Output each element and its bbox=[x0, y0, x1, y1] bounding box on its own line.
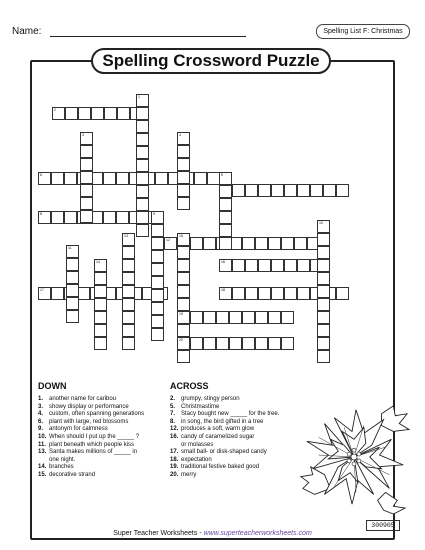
clue-number-label: 16 bbox=[221, 260, 225, 264]
crossword-cell[interactable] bbox=[116, 211, 129, 224]
crossword-cell[interactable] bbox=[122, 259, 135, 272]
down-clue-text: plant with large, red blossoms bbox=[49, 418, 129, 425]
crossword-cell[interactable] bbox=[245, 259, 258, 272]
crossword-cell[interactable] bbox=[297, 259, 310, 272]
crossword-cell[interactable] bbox=[229, 337, 242, 350]
crossword-cell[interactable] bbox=[177, 158, 190, 171]
crossword-cell[interactable] bbox=[177, 350, 190, 363]
crossword-cell[interactable] bbox=[116, 172, 129, 185]
down-clue-text: decorative strand bbox=[49, 471, 96, 478]
crossword-cell[interactable] bbox=[245, 287, 258, 300]
clue-number-label: 13 bbox=[124, 234, 128, 238]
across-clue bbox=[170, 457, 279, 465]
clue-number-label: 18 bbox=[221, 288, 225, 292]
crossword-cell[interactable] bbox=[245, 184, 258, 197]
crossword-cell[interactable] bbox=[216, 337, 229, 350]
crossword-cell[interactable] bbox=[203, 237, 216, 250]
crossword-cell[interactable] bbox=[232, 287, 245, 300]
clue-number-label: 1 bbox=[138, 95, 140, 99]
crossword-cell[interactable] bbox=[255, 237, 268, 250]
crossword-cell[interactable] bbox=[258, 287, 271, 300]
crossword-cell[interactable] bbox=[177, 197, 190, 210]
crossword-cell[interactable] bbox=[51, 287, 64, 300]
crossword-cell[interactable] bbox=[317, 285, 330, 298]
crossword-cell[interactable] bbox=[242, 337, 255, 350]
clue-number-label: 2 bbox=[54, 108, 56, 112]
crossword-cell[interactable] bbox=[177, 324, 190, 337]
across-clue bbox=[170, 442, 279, 450]
crossword-cell[interactable] bbox=[136, 159, 149, 172]
crossword-cell[interactable] bbox=[190, 237, 203, 250]
down-clue bbox=[38, 426, 144, 434]
clue-number-label: 9 bbox=[153, 212, 155, 216]
crossword-cell[interactable] bbox=[136, 107, 149, 120]
crossword-cell[interactable] bbox=[122, 272, 135, 285]
crossword-cell[interactable] bbox=[255, 311, 268, 324]
crossword-cell[interactable] bbox=[122, 311, 135, 324]
crossword-cell[interactable] bbox=[336, 184, 349, 197]
crossword-cell[interactable] bbox=[136, 211, 149, 224]
across-clue-number: 16. bbox=[170, 433, 179, 440]
crossword-cell[interactable] bbox=[232, 259, 245, 272]
down-clue bbox=[38, 434, 144, 442]
crossword-cell[interactable] bbox=[94, 298, 107, 311]
crossword-cell[interactable] bbox=[242, 311, 255, 324]
crossword-cell[interactable] bbox=[103, 172, 116, 185]
crossword-cell[interactable] bbox=[242, 237, 255, 250]
crossword-cell[interactable] bbox=[297, 287, 310, 300]
crossword-cell[interactable] bbox=[151, 302, 164, 315]
crossword-cell[interactable] bbox=[177, 233, 190, 246]
crossword-cell[interactable] bbox=[177, 298, 190, 311]
crossword-cell[interactable] bbox=[203, 337, 216, 350]
clue-number-label: 4 bbox=[179, 133, 181, 137]
down-clue-number: 9. bbox=[38, 426, 44, 433]
across-clue-text: produces a soft, warm glow bbox=[181, 426, 255, 433]
clue-number-label: 3 bbox=[82, 133, 84, 137]
crossword-cell[interactable] bbox=[136, 224, 149, 237]
across-clue-text: grumpy, stingy person bbox=[181, 396, 240, 402]
crossword-cell[interactable] bbox=[91, 107, 104, 120]
crossword-cell[interactable] bbox=[317, 272, 330, 285]
crossword-cell[interactable] bbox=[317, 220, 330, 233]
across-clue bbox=[170, 449, 279, 457]
crossword-cell[interactable] bbox=[51, 172, 64, 185]
crossword-cell[interactable] bbox=[177, 246, 190, 259]
across-clue-text: expectation bbox=[181, 456, 212, 463]
crossword-cell[interactable] bbox=[336, 287, 349, 300]
crossword-cell[interactable] bbox=[268, 337, 281, 350]
crossword-cell[interactable] bbox=[297, 184, 310, 197]
crossword-cell[interactable] bbox=[80, 145, 93, 158]
crossword-cell[interactable] bbox=[122, 233, 135, 246]
footer-separator: - bbox=[197, 530, 204, 537]
crossword-cell[interactable] bbox=[219, 237, 232, 250]
crossword-cell[interactable] bbox=[80, 184, 93, 197]
crossword-cell[interactable] bbox=[151, 289, 164, 302]
crossword-cell[interactable] bbox=[219, 224, 232, 237]
down-clue bbox=[38, 411, 144, 419]
across-clue-text: Stacy bought new _____ for the tree. bbox=[181, 411, 280, 418]
crossword-cell[interactable] bbox=[177, 259, 190, 272]
down-clue-list bbox=[38, 396, 144, 480]
crossword-cell[interactable] bbox=[164, 237, 177, 250]
down-clue bbox=[38, 472, 144, 480]
across-heading: ACROSS bbox=[170, 381, 209, 391]
crossword-cell[interactable] bbox=[294, 237, 307, 250]
crossword-cell[interactable] bbox=[255, 337, 268, 350]
crossword-cell[interactable] bbox=[155, 172, 168, 185]
crossword-cell[interactable] bbox=[151, 224, 164, 237]
crossword-cell[interactable] bbox=[317, 337, 330, 350]
crossword-cell[interactable] bbox=[284, 259, 297, 272]
page-title: Spelling Crossword Puzzle bbox=[91, 48, 331, 74]
poinsettia-illustration bbox=[295, 398, 413, 516]
across-clue-number: 5. bbox=[170, 403, 176, 410]
across-clue-list bbox=[170, 396, 279, 480]
clue-number-label: 11 bbox=[68, 246, 72, 250]
clue-number-label: 14 bbox=[96, 260, 100, 264]
across-clue-text: or molasses bbox=[181, 441, 214, 448]
crossword-cell[interactable] bbox=[177, 285, 190, 298]
crossword-cell[interactable] bbox=[103, 211, 116, 224]
crossword-cell[interactable] bbox=[64, 211, 77, 224]
crossword-cell[interactable] bbox=[94, 259, 107, 272]
crossword-cell[interactable] bbox=[219, 287, 232, 300]
crossword-cell[interactable] bbox=[136, 172, 149, 185]
crossword-cell[interactable] bbox=[151, 237, 164, 250]
crossword-cell[interactable] bbox=[317, 246, 330, 259]
across-clue-number: 19. bbox=[170, 464, 179, 471]
crossword-cell[interactable] bbox=[122, 246, 135, 259]
footer-brand: Super Teacher Worksheets bbox=[113, 530, 198, 537]
crossword-cell[interactable] bbox=[94, 285, 107, 298]
down-clue-text: Santa makes millions of _____ in bbox=[49, 449, 138, 456]
crossword-cell[interactable] bbox=[65, 107, 78, 120]
crossword-cell[interactable] bbox=[151, 263, 164, 276]
across-clue-number: 17. bbox=[170, 449, 179, 456]
crossword-cell[interactable] bbox=[271, 287, 284, 300]
crossword-cell[interactable] bbox=[190, 337, 203, 350]
down-clue-number: 10. bbox=[38, 433, 47, 440]
clue-number-label: 8 bbox=[40, 212, 42, 216]
crossword-cell[interactable] bbox=[122, 298, 135, 311]
clue-number-label: 6 bbox=[40, 173, 42, 177]
crossword-cell[interactable] bbox=[258, 259, 271, 272]
name-line[interactable] bbox=[50, 36, 246, 37]
crossword-cell[interactable] bbox=[94, 324, 107, 337]
crossword-cell[interactable] bbox=[232, 184, 245, 197]
crossword-cell[interactable] bbox=[136, 185, 149, 198]
crossword-cell[interactable] bbox=[64, 172, 77, 185]
crossword-cell[interactable] bbox=[190, 311, 203, 324]
down-clue-text: another name for caribou bbox=[49, 396, 117, 402]
clue-number-label: 20 bbox=[179, 338, 183, 342]
across-clue bbox=[170, 434, 279, 442]
crossword-cell[interactable] bbox=[66, 258, 79, 271]
crossword-cell[interactable] bbox=[177, 272, 190, 285]
crossword-cell[interactable] bbox=[310, 184, 323, 197]
crossword-cell[interactable] bbox=[136, 133, 149, 146]
down-clue-number: 6. bbox=[38, 418, 44, 425]
clue-number-label: 19 bbox=[179, 312, 183, 316]
crossword-cell[interactable] bbox=[203, 311, 216, 324]
crossword-cell[interactable] bbox=[122, 337, 135, 350]
down-clue bbox=[38, 449, 144, 457]
crossword-cell[interactable] bbox=[136, 120, 149, 133]
across-clue bbox=[170, 396, 279, 404]
across-clue bbox=[170, 404, 279, 412]
crossword-cell[interactable] bbox=[122, 324, 135, 337]
down-clue bbox=[38, 396, 144, 404]
crossword-cell[interactable] bbox=[177, 132, 190, 145]
crossword-cell[interactable] bbox=[268, 311, 281, 324]
crossword-cell[interactable] bbox=[219, 259, 232, 272]
crossword-cell[interactable] bbox=[136, 198, 149, 211]
clue-number-label: 12 bbox=[166, 238, 170, 242]
crossword-cell[interactable] bbox=[219, 185, 232, 198]
crossword-cell[interactable] bbox=[177, 337, 190, 350]
crossword-cell[interactable] bbox=[177, 145, 190, 158]
crossword-cell[interactable] bbox=[80, 132, 93, 145]
crossword-cell[interactable] bbox=[78, 107, 91, 120]
crossword-cell[interactable] bbox=[317, 259, 330, 272]
down-heading: DOWN bbox=[38, 381, 67, 391]
crossword-cell[interactable] bbox=[80, 171, 93, 184]
crossword-cell[interactable] bbox=[122, 285, 135, 298]
across-clue-text: candy of caramelized sugar bbox=[181, 433, 255, 440]
crossword-cell[interactable] bbox=[323, 184, 336, 197]
crossword-cell[interactable] bbox=[271, 184, 284, 197]
crossword-cell[interactable] bbox=[151, 211, 164, 224]
across-clue-text: small ball- or disk-shaped candy bbox=[181, 449, 267, 456]
crossword-cell[interactable] bbox=[94, 272, 107, 285]
crossword-cell[interactable] bbox=[177, 171, 190, 184]
crossword-cell[interactable] bbox=[177, 311, 190, 324]
clue-number-label: 17 bbox=[40, 288, 44, 292]
down-clue-text: antonym for calmness bbox=[49, 426, 108, 433]
across-clue-text: Christmastime bbox=[181, 403, 220, 410]
across-clue-number: 7. bbox=[170, 411, 176, 418]
down-clue-number: 13. bbox=[38, 449, 47, 456]
footer bbox=[0, 530, 425, 537]
across-clue-text: merry bbox=[181, 471, 197, 478]
crossword-cell[interactable] bbox=[94, 311, 107, 324]
crossword-cell[interactable] bbox=[317, 298, 330, 311]
crossword-cell[interactable] bbox=[258, 184, 271, 197]
crossword-cell[interactable] bbox=[38, 211, 51, 224]
down-clue-text: When should I put up the _____ ? bbox=[49, 433, 140, 440]
crossword-cell[interactable] bbox=[216, 311, 229, 324]
down-clue-number: 1. bbox=[38, 396, 44, 402]
worksheet-code: 300905 bbox=[366, 520, 400, 531]
crossword-cell[interactable] bbox=[104, 107, 117, 120]
across-clue-number: 20. bbox=[170, 471, 179, 478]
crossword-cell[interactable] bbox=[80, 158, 93, 171]
crossword-cell[interactable] bbox=[317, 324, 330, 337]
down-clue-text: showy display or performance bbox=[49, 403, 129, 410]
down-clue-text: plant beneath which people kiss bbox=[49, 441, 135, 448]
crossword-cell[interactable] bbox=[317, 233, 330, 246]
down-clue bbox=[38, 442, 144, 450]
down-clue-number: 4. bbox=[38, 411, 44, 418]
crossword-cell[interactable] bbox=[284, 184, 297, 197]
crossword-cell[interactable] bbox=[136, 146, 149, 159]
clue-number-label: 15 bbox=[179, 234, 183, 238]
across-clue-number: 12. bbox=[170, 426, 179, 433]
crossword-cell[interactable] bbox=[317, 350, 330, 363]
crossword-cell[interactable] bbox=[38, 287, 51, 300]
crossword-cell[interactable] bbox=[219, 211, 232, 224]
crossword-cell[interactable] bbox=[219, 172, 232, 185]
crossword-cell[interactable] bbox=[94, 337, 107, 350]
down-clue-text: one night. bbox=[49, 456, 76, 463]
down-clue bbox=[38, 404, 144, 412]
down-clue-number: 3. bbox=[38, 403, 44, 410]
down-clue-number: 15. bbox=[38, 471, 47, 478]
down-clue-number: 14. bbox=[38, 464, 47, 471]
crossword-cell[interactable] bbox=[151, 315, 164, 328]
down-clue bbox=[38, 457, 144, 465]
crossword-cell[interactable] bbox=[271, 259, 284, 272]
crossword-cell[interactable] bbox=[66, 297, 79, 310]
across-clue-number: 18. bbox=[170, 456, 179, 463]
crossword-cell[interactable] bbox=[281, 337, 294, 350]
crossword-cell[interactable] bbox=[80, 210, 93, 223]
crossword-cell[interactable] bbox=[80, 197, 93, 210]
crossword-cell[interactable] bbox=[51, 211, 64, 224]
across-clue bbox=[170, 419, 279, 427]
across-clue bbox=[170, 472, 279, 480]
down-clue bbox=[38, 464, 144, 472]
across-clue-number: 8. bbox=[170, 418, 176, 425]
across-clue bbox=[170, 464, 279, 472]
down-clue bbox=[38, 419, 144, 427]
crossword-cell[interactable] bbox=[317, 311, 330, 324]
name-label: Name: bbox=[12, 26, 42, 37]
crossword-cell[interactable] bbox=[284, 287, 297, 300]
crossword-cell[interactable] bbox=[268, 237, 281, 250]
clue-number-label: 10 bbox=[319, 221, 323, 225]
crossword-cell[interactable] bbox=[151, 250, 164, 263]
across-clue bbox=[170, 426, 279, 434]
crossword-cell[interactable] bbox=[151, 276, 164, 289]
across-clue-text: traditional festive baked good bbox=[181, 464, 260, 471]
crossword-cell[interactable] bbox=[117, 107, 130, 120]
down-clue-text: branches bbox=[49, 464, 74, 471]
spelling-list-tag: Spelling List F: Christmas bbox=[316, 24, 410, 39]
across-clue bbox=[170, 411, 279, 419]
crossword-cell[interactable] bbox=[281, 311, 294, 324]
crossword-cell[interactable] bbox=[66, 310, 79, 323]
crossword-cell[interactable] bbox=[194, 172, 207, 185]
crossword-cell[interactable] bbox=[219, 198, 232, 211]
crossword-cell[interactable] bbox=[151, 328, 164, 341]
crossword-cell[interactable] bbox=[66, 245, 79, 258]
crossword-cell[interactable] bbox=[52, 107, 65, 120]
crossword-cell[interactable] bbox=[177, 184, 190, 197]
crossword-cell[interactable] bbox=[136, 94, 149, 107]
crossword-cell[interactable] bbox=[66, 284, 79, 297]
down-clue-text: custom, often spanning generations bbox=[49, 411, 145, 418]
across-clue-text: in song, the bird gifted in a tree bbox=[181, 418, 264, 425]
crossword-cell[interactable] bbox=[66, 271, 79, 284]
crossword-cell[interactable] bbox=[281, 237, 294, 250]
footer-site-link[interactable]: www.superteacherworksheets.com bbox=[203, 530, 312, 537]
crossword-cell[interactable] bbox=[229, 311, 242, 324]
across-clue-number: 2. bbox=[170, 396, 176, 402]
clue-number-label: 5 bbox=[221, 173, 223, 177]
crossword-cell[interactable] bbox=[38, 172, 51, 185]
down-clue-number: 11. bbox=[38, 441, 47, 448]
